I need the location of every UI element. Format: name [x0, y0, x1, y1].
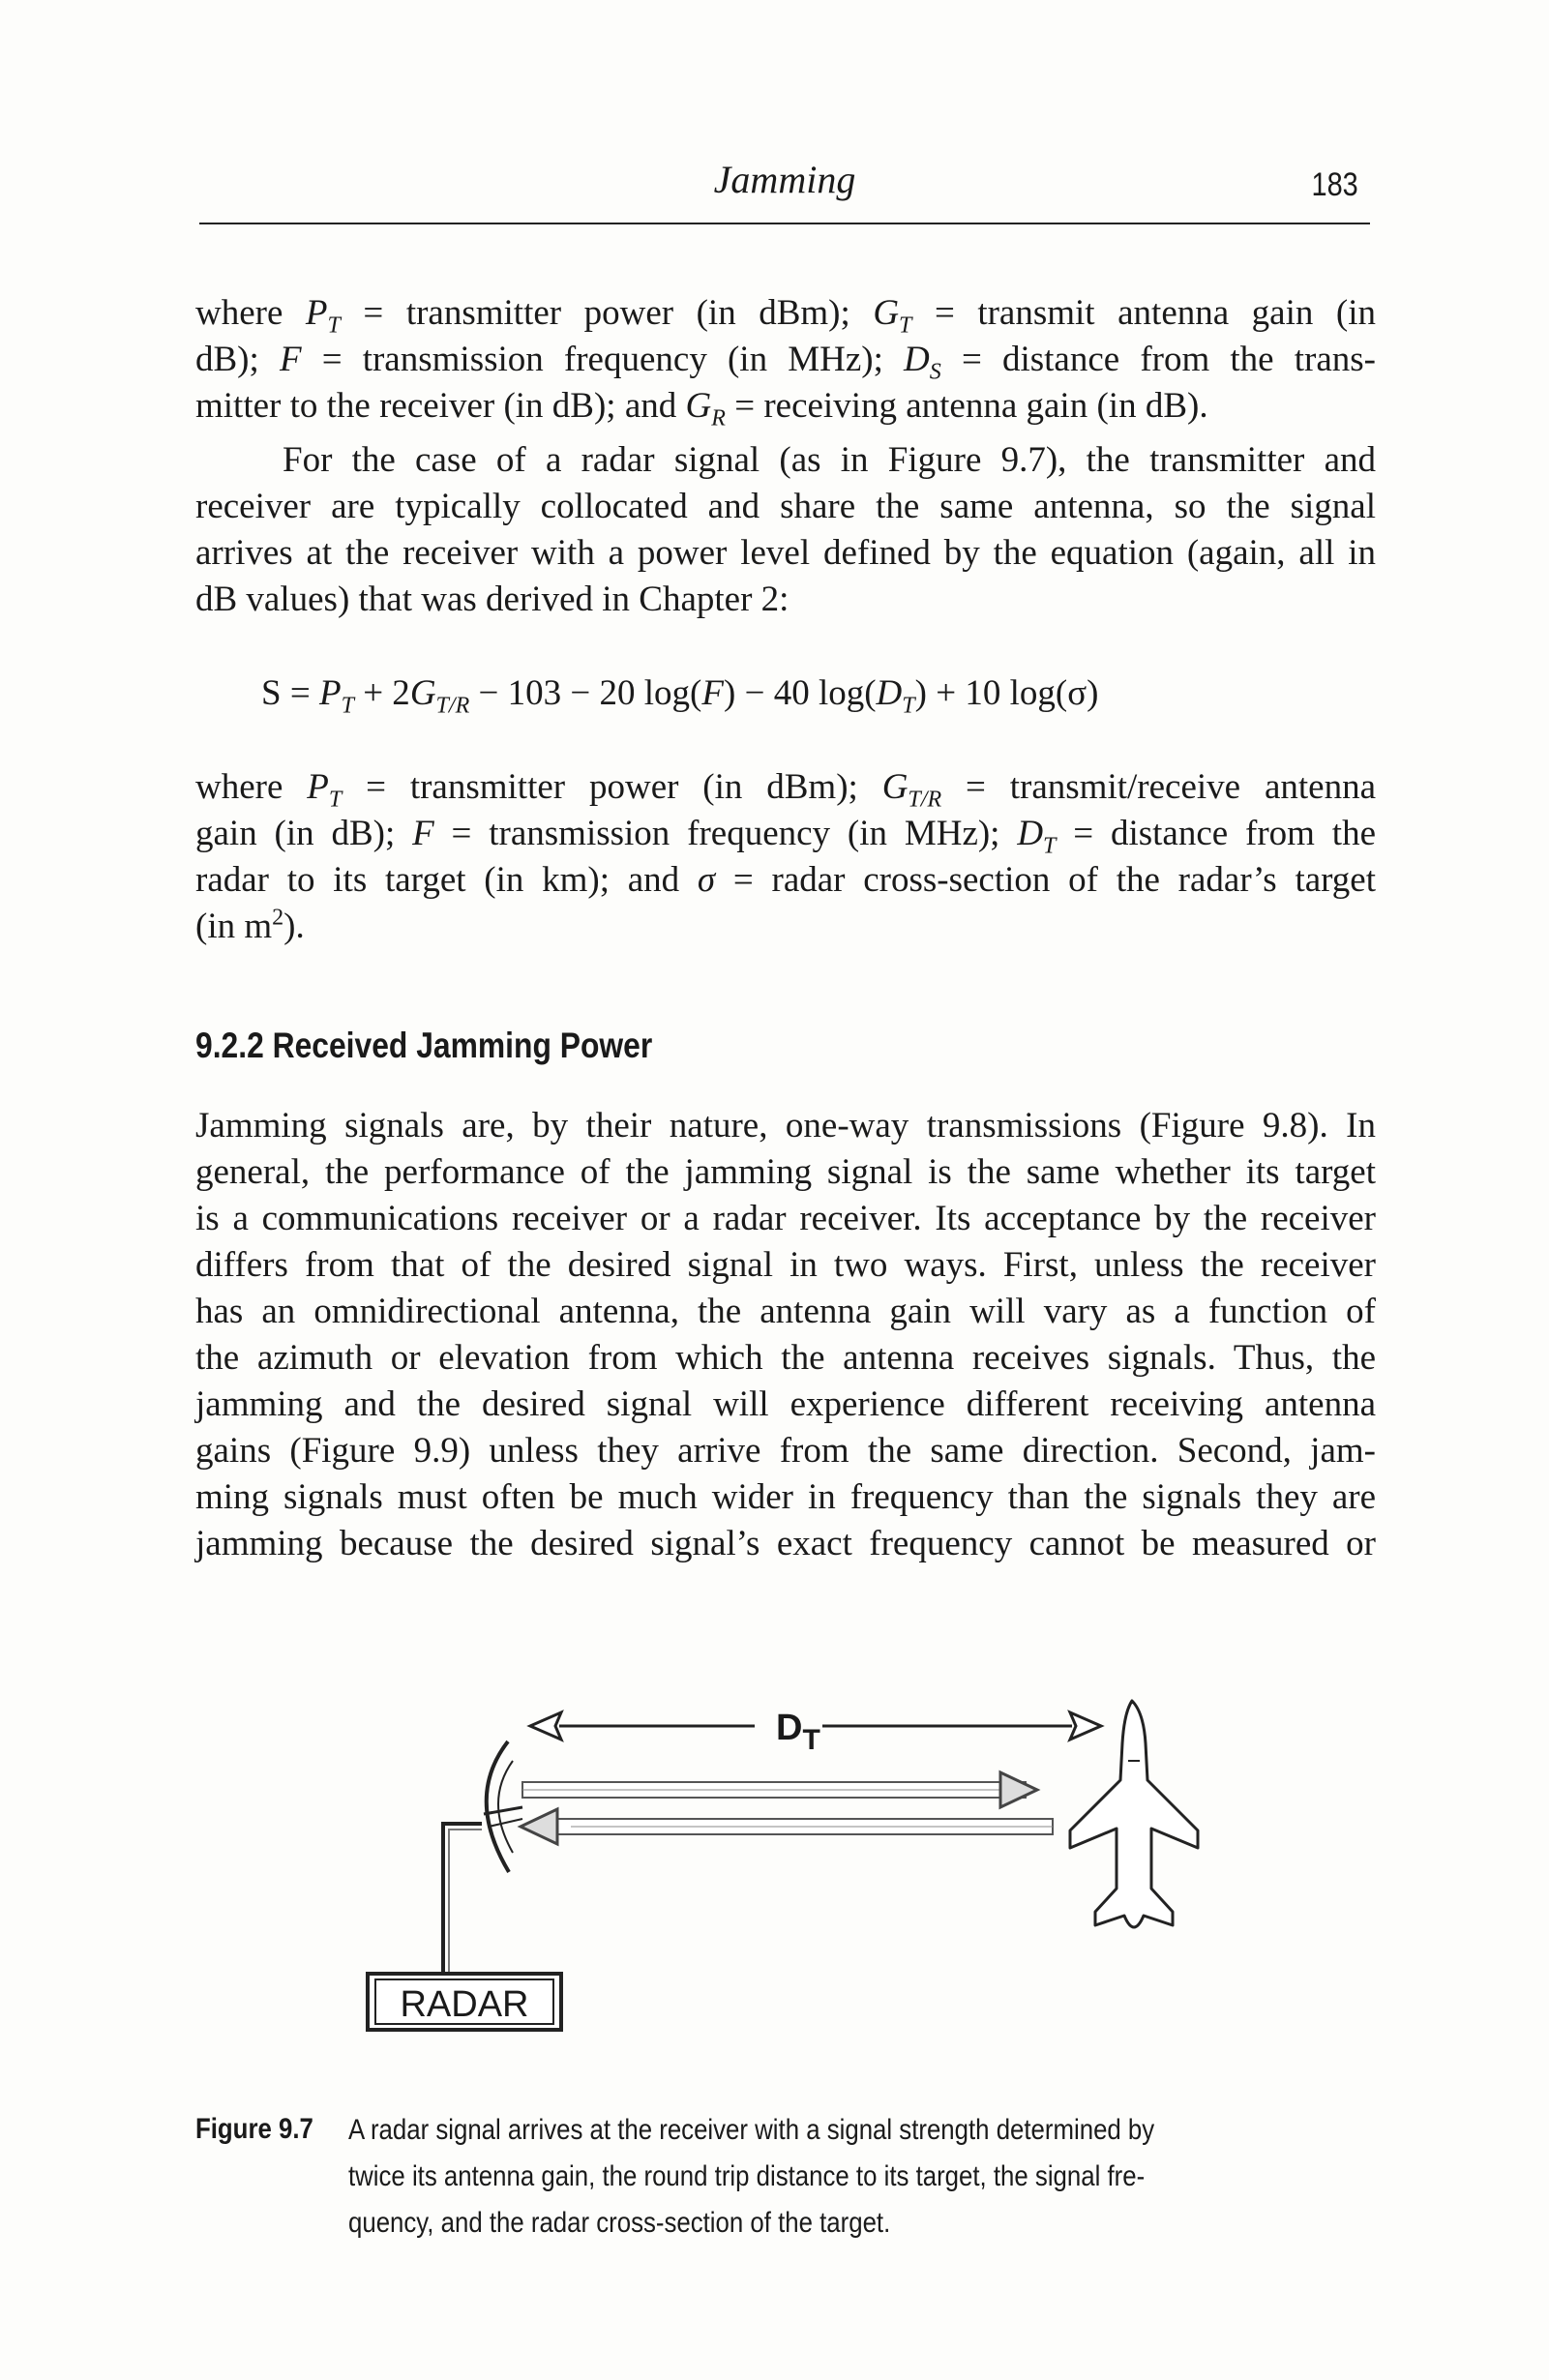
return-signal-arrow — [521, 1809, 1053, 1844]
aircraft-target-icon — [1070, 1701, 1198, 1927]
text-line: dB values) that was derived in Chapter 2: — [195, 580, 789, 619]
running-header — [199, 145, 1370, 224]
distance-label: $D_T$ — [776, 1708, 820, 1756]
radar-equation: $S = P_T + 2G_{T/R} - 103 - 20$ log(F) − 40 $\log(D_T) + 10$ log(σ) — [261, 673, 1099, 719]
section-heading: 9.2.2 Received Jamming Power — [195, 1026, 653, 1065]
figure-radar-diagram — [329, 1683, 1238, 2032]
outgoing-signal-arrow — [522, 1772, 1037, 1807]
paragraph-radar-case — [195, 437, 1376, 623]
figure-caption — [348, 2107, 1374, 2246]
text-line: jamming because the desired signal’s exact frequency cannot be measured or — [195, 1524, 1376, 1563]
running-title: Jamming — [713, 158, 856, 201]
text-line: (in $m^2$). — [195, 905, 305, 946]
text-line: where $P_T$ = transmitter power (in dBm); $G_T$ = transmit antenna gain (in — [195, 293, 1377, 339]
text-line: has an omnidirectional antenna, the antenna gain will vary as a function of — [195, 1292, 1376, 1331]
text-line: Jamming signals are, by their nature, one-way transmissions (Figure 9.8). In — [195, 1106, 1376, 1145]
text-line: jamming and the desired signal will experience different receiving antenna — [195, 1384, 1376, 1424]
text-line: receiver are typically collocated and share the same antenna, so the signal — [195, 487, 1376, 526]
text-line: is a communications receiver or a radar receiver. Its acceptance by the receiver — [195, 1199, 1376, 1238]
text-line: For the case of a radar signal (as in Figure 9.7), the transmitter and — [283, 440, 1376, 480]
figure-caption-label: Figure 9.7 — [195, 2113, 313, 2145]
text-line: the azimuth or elevation from which the antenna receives signals. Thus, the — [195, 1338, 1376, 1378]
text-line: dB); F = transmission frequency (in MHz); $D_S$ = distance from the trans- — [195, 340, 1376, 385]
text-line: ming signals must often be much wider in frequency than the signals they are — [195, 1477, 1376, 1517]
caption-line: A radar signal arrives at the receiver with a signal strength determined by — [348, 2114, 1155, 2146]
page-number: 183 — [1311, 166, 1358, 203]
text-line: differs from that of the desired signal in two ways. First, unless the receiver — [195, 1245, 1376, 1285]
text-line: general, the performance of the jamming signal is the same whether its target — [195, 1152, 1376, 1192]
radar-box-label: RADAR — [400, 1984, 529, 2025]
text-line: where $P_T$ = transmitter power (in dBm); $G_{T/R}$ = transmit/receive antenna — [195, 767, 1377, 813]
text-line: arrives at the receiver with a power level defined by the equation (again, all in — [195, 533, 1376, 573]
caption-line: quency, and the radar cross-section of the target. — [348, 2207, 891, 2239]
paragraph-equation-definitions — [195, 764, 1376, 950]
paragraph-jamming-power — [195, 1103, 1376, 1567]
paragraph-definitions — [195, 290, 1376, 430]
caption-line: twice its antenna gain, the round trip distance to its target, the signal fre- — [348, 2160, 1146, 2192]
text-line: gain (in dB); F = transmission frequency (in MHz); $D_T$ = distance from the — [195, 814, 1376, 859]
text-line: mitter to the receiver (in dB); and $G_R$ = receiving antenna gain (in dB). — [195, 386, 1208, 431]
text-line: radar to its target (in km); and σ = radar cross-section of the radar’s target — [195, 860, 1377, 900]
text-line: gains (Figure 9.9) unless they arrive from the same direction. Second, jam- — [195, 1431, 1376, 1471]
